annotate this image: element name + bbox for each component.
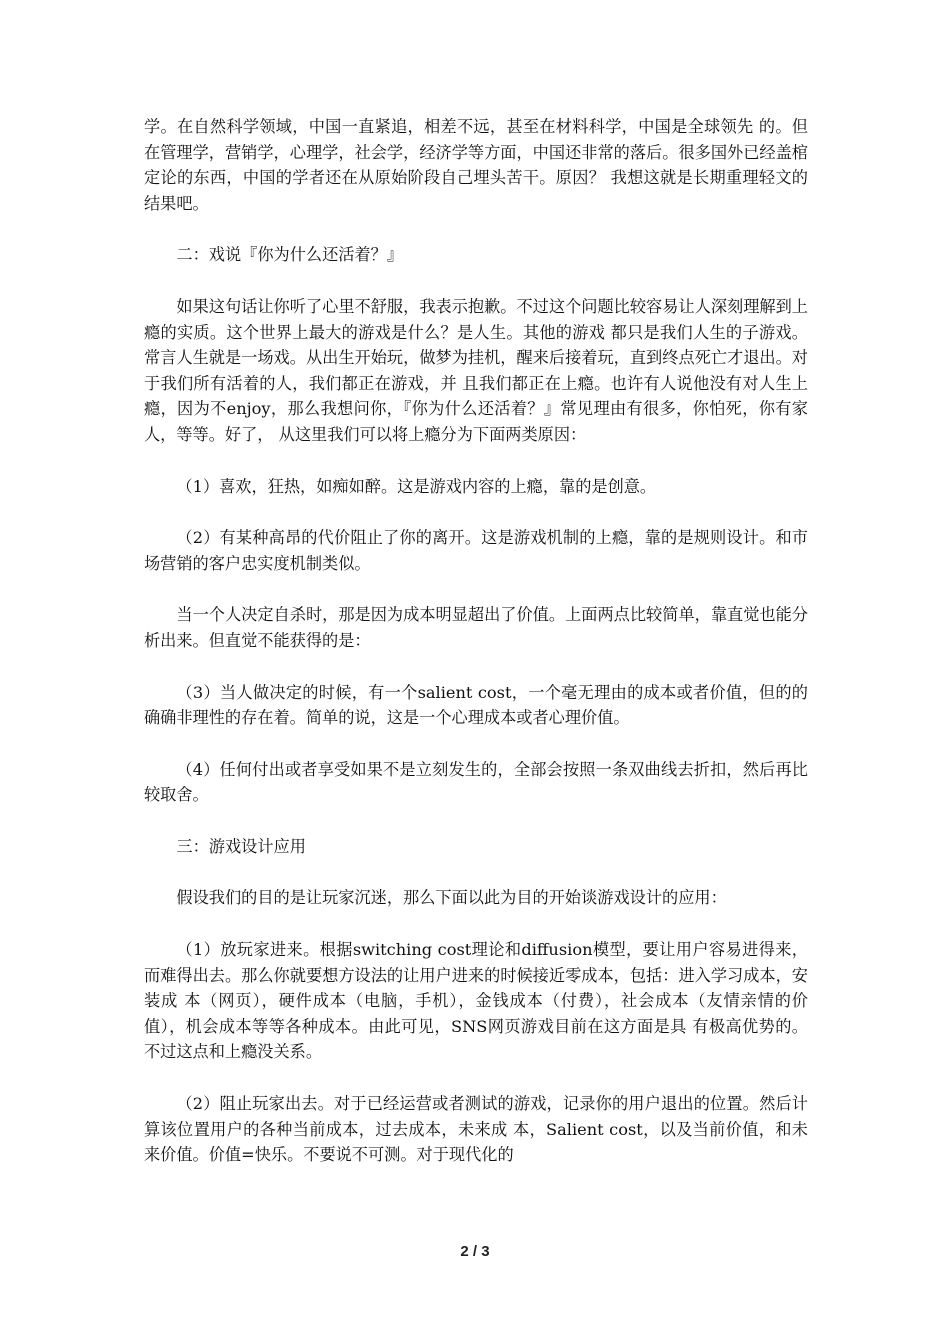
section-heading-3: 三：游戏设计应用 — [176, 836, 306, 856]
paragraph-continuation: 学。在自然科学领域，中国一直紧追，相差不远，甚至在材料科学，中国是全球领先 的。但在管理学，营销学，心理学，社会学，经济学等方面，中国还非常的落后。很多国外已经盖棺定论的东西，中国的学者还在从原始阶段自己埋头苦干。原因？ 我想这就是长期重理轻文的结果吧。 — [144, 117, 808, 213]
paragraph: 当一个人决定自杀时，那是因为成本明显超出了价值。上面两点比较简单，靠直觉也能分析出来。但直觉不能获得的是： — [144, 605, 808, 650]
page-indicator: 2 / 3 — [460, 1243, 490, 1260]
paragraph: 如果这句话让你听了心里不舒服，我表示抱歉。不过这个问题比较容易让人深刻理解到上瘾的实质。这个世界上最大的游戏是什么？是人生。其他的游戏 都只是我们人生的子游戏。常言人生就是一场戏。从出生开始玩，做梦为挂机，醒来后接着玩，直到终点死亡才退出。对于我们所有活着的人，我们都正在游戏，并 且我们都正在上瘾。也许有人说他没有对人生上瘾，因为不enjoy，那么我想问你，『你为什么还活着？』常见理由有很多，你怕死，你有家人，等等。好了， 从这里我们可以将上瘾分为下面两类原因： — [144, 296, 808, 444]
list-item: （2）阻止玩家出去。对于已经运营或者测试的游戏，记录你的用户退出的位置。然后计算该位置用户的各种当前成本，过去成本，未来成 本，Salient cost，以及当前价值，和未来价值。价值=快乐。不要说不可测。对于现代化的 — [144, 1094, 808, 1165]
list-item: （1）放玩家进来。根据switching cost理论和diffusion模型，要让用户容易进得来，而难得出去。那么你就要想方设法的让用户进来的时候接近零成本，包括：进入学习成本，安装成 本（网页），硬件成本（电脑，手机），金钱成本（付费），社会成本（友情亲情的价值），机会成本等等各种成本。由此可见，SNS网页游戏目前在这方面是具 有极高优势的。不过这点和上瘾没关系。 — [144, 940, 808, 1062]
section-heading-2: 二：戏说『你为什么还活着？』 — [176, 245, 404, 265]
list-item: （3）当人做决定的时候，有一个salient cost，一个毫无理由的成本或者价值，但的的确确非理性的存在着。简单的说，这是一个心理成本或者心理价值。 — [144, 682, 808, 728]
list-item: （4）任何付出或者享受如果不是立刻发生的，全部会按照一条双曲线去折扣，然后再比较取舍。 — [144, 759, 808, 805]
list-item: （2）有某种高昂的代价阻止了你的离开。这是游戏机制的上瘾，靠的是规则设计。和市场营销的客户忠实度机制类似。 — [144, 528, 808, 573]
paragraph: 假设我们的目的是让玩家沉迷，那么下面以此为目的开始谈游戏设计的应用： — [176, 888, 727, 908]
list-item: （1）喜欢，狂热，如痴如醉。这是游戏内容的上瘾，靠的是创意。 — [176, 476, 657, 496]
document-page — [144, 114, 808, 1194]
